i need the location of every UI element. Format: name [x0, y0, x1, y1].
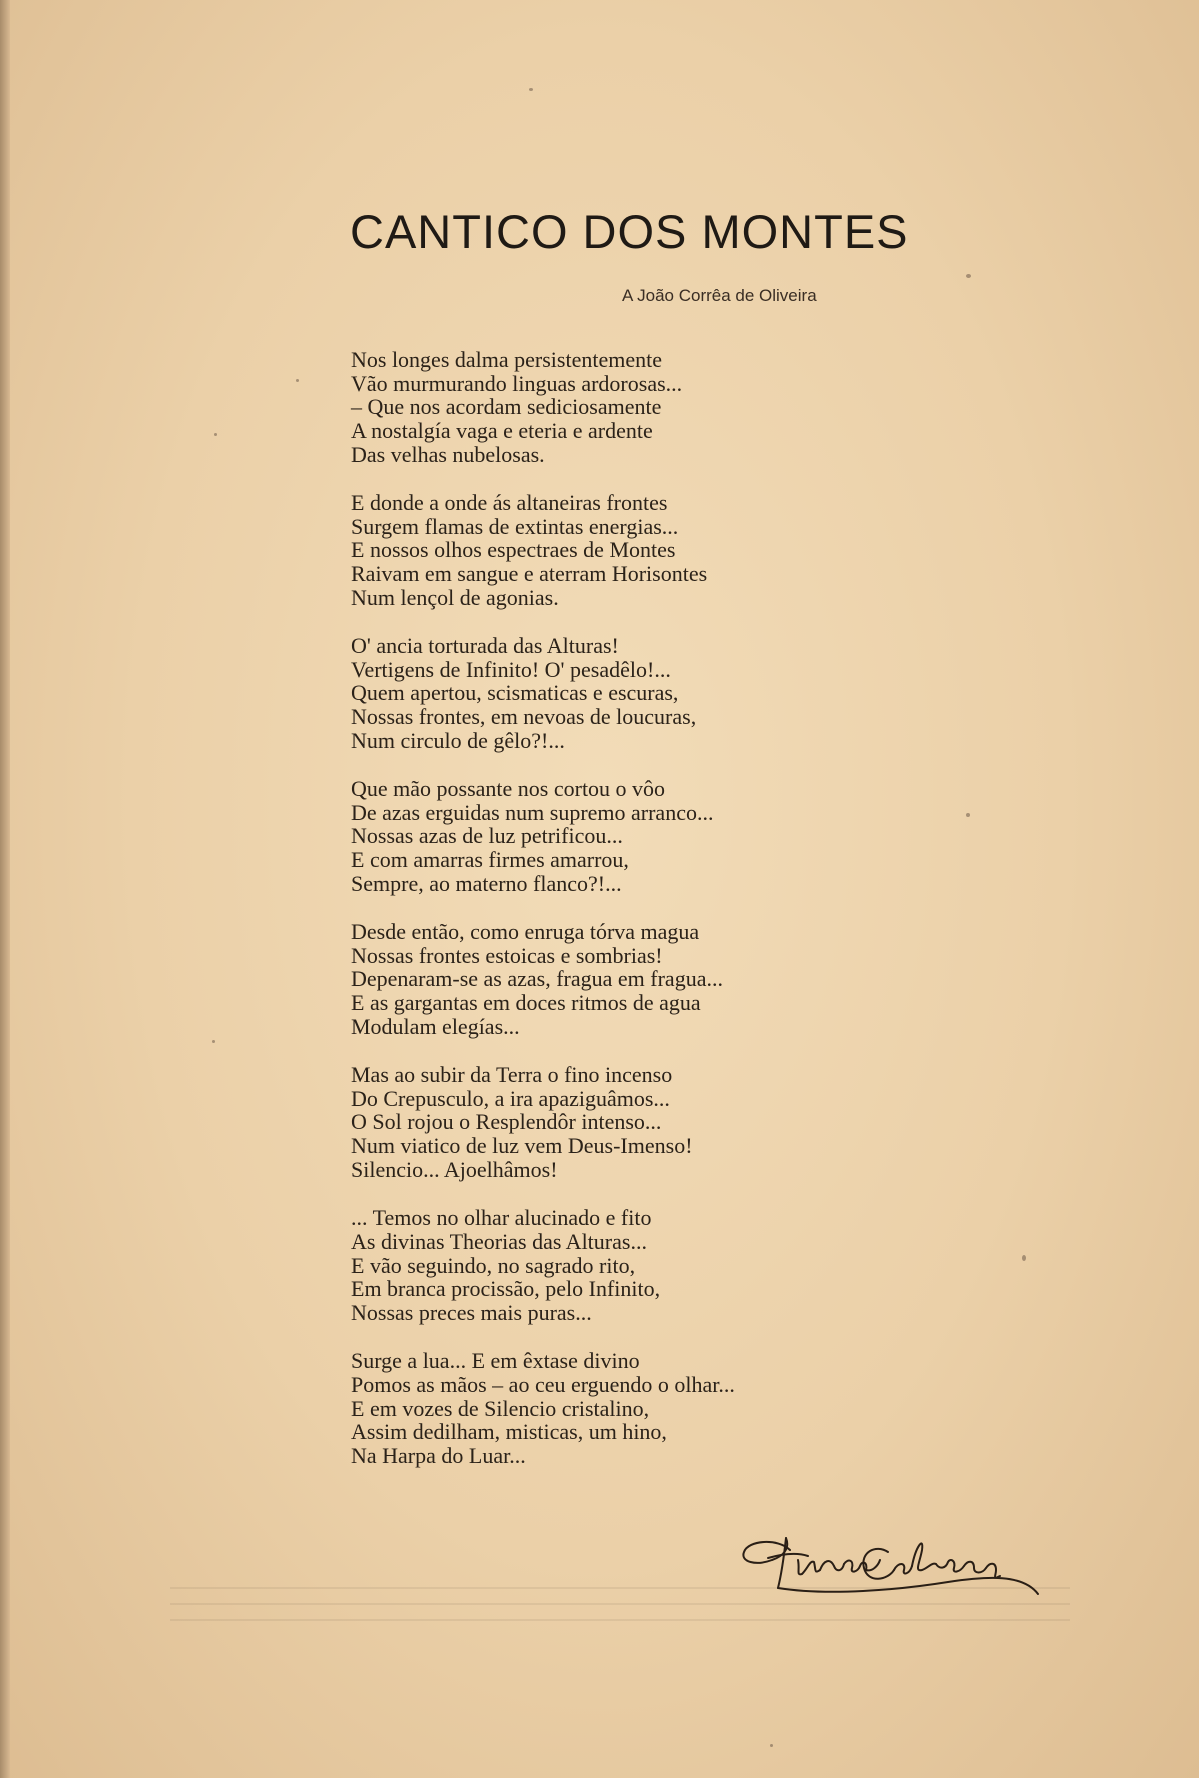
poem-line: Em branca procissão, pelo Infinito, — [351, 1276, 661, 1302]
poem-line: As divinas Theorias das Alturas... — [351, 1228, 647, 1254]
poem-line: E em vozes de Silencio cristalino, — [351, 1395, 650, 1421]
poem-line: Silencio... Ajoelhâmos! — [351, 1156, 558, 1182]
poem-line: Nossas azas de luz petrificou... — [351, 823, 623, 849]
stanza — [351, 920, 871, 1039]
poem-line: Num viatico de luz vem Deus-Imenso! — [351, 1133, 693, 1159]
paper-speck — [529, 88, 533, 91]
stanza — [351, 348, 871, 467]
poem-line: Num circulo de gêlo?!... — [351, 727, 565, 753]
poem-line: Mas ao subir da Terra o fino incenso — [351, 1062, 673, 1088]
poem-line: Nossas preces mais puras... — [351, 1299, 592, 1325]
poem-line: E donde a onde ás altaneiras frontes — [351, 490, 668, 516]
paper-speck — [214, 433, 217, 436]
poem-line: Vão murmurando linguas ardorosas... — [351, 370, 683, 396]
poem-line: Assim dedilham, misticas, um hino, — [351, 1419, 667, 1445]
stanza — [351, 1349, 871, 1468]
poem-line: Surgem flamas de extintas energias... — [351, 513, 679, 539]
signature — [738, 1510, 1058, 1610]
stanza — [351, 491, 871, 610]
paper-speck — [966, 813, 970, 817]
paper-speck — [212, 1040, 215, 1043]
poem-line: Sempre, ao materno flanco?!... — [351, 870, 622, 896]
poem-line: Na Harpa do Luar... — [351, 1442, 526, 1468]
paper-speck — [966, 274, 971, 278]
poem-line: De azas erguidas num supremo arranco... — [351, 799, 714, 825]
poem-line: Surge a lua... E em êxtase divino — [351, 1348, 640, 1374]
poem-line: E as gargantas em doces ritmos de agua — [351, 990, 701, 1016]
poem-line: Do Crepusculo, a ira apaziguâmos... — [351, 1085, 670, 1111]
paper-speck — [296, 379, 299, 382]
poem-line: Modulam elegías... — [351, 1013, 520, 1039]
dedication: A João Corrêa de Oliveira — [622, 286, 817, 305]
poem-line: E nossos olhos espectraes de Montes — [351, 537, 676, 563]
poem-line: – Que nos acordam sediciosamente — [351, 394, 662, 420]
stanza — [351, 1206, 871, 1325]
page-edge — [0, 0, 10, 1778]
poem-line: E vão seguindo, no sagrado rito, — [351, 1252, 636, 1278]
poem-title: CANTICO DOS MONTES — [350, 205, 909, 258]
poem-line: Quem apertou, scismaticas e escuras, — [351, 680, 679, 706]
poem-line: Raivam em sangue e aterram Horisontes — [351, 561, 708, 587]
poem-line: E com amarras firmes amarrou, — [351, 847, 629, 873]
stanza — [351, 1063, 871, 1182]
poem-line: Vertigens de Infinito! O' pesadêlo!... — [351, 656, 671, 682]
stanza — [351, 634, 871, 753]
poem-line: O' ancia torturada das Alturas! — [351, 633, 619, 659]
poem-line: ... Temos no olhar alucinado e fito — [351, 1205, 652, 1231]
poem-line: Nossas frontes, em nevoas de loucuras, — [351, 704, 697, 730]
poem-line: Num lençol de agonias. — [351, 584, 559, 610]
stanza — [351, 777, 871, 896]
poem-line: Nossas frontes estoicas e sombrias! — [351, 942, 663, 968]
poem-body — [351, 348, 871, 1492]
poem-line: Desde então, como enruga tórva magua — [351, 919, 700, 945]
poem-line: Que mão possante nos cortou o vôo — [351, 776, 666, 802]
poem-line: Depenaram-se as azas, fragua em fragua... — [351, 966, 723, 992]
paper-speck — [1022, 1255, 1026, 1261]
poem-line: O Sol rojou o Resplendôr intenso... — [351, 1109, 662, 1135]
poem-line: Das velhas nubelosas. — [351, 441, 545, 467]
poem-line: A nostalgía vaga e eteria e ardente — [351, 418, 653, 444]
paper-speck — [770, 1744, 773, 1747]
poem-line: Pomos as mãos – ao ceu erguendo o olhar... — [351, 1371, 735, 1397]
poem-line: Nos longes dalma persistentemente — [351, 347, 662, 372]
